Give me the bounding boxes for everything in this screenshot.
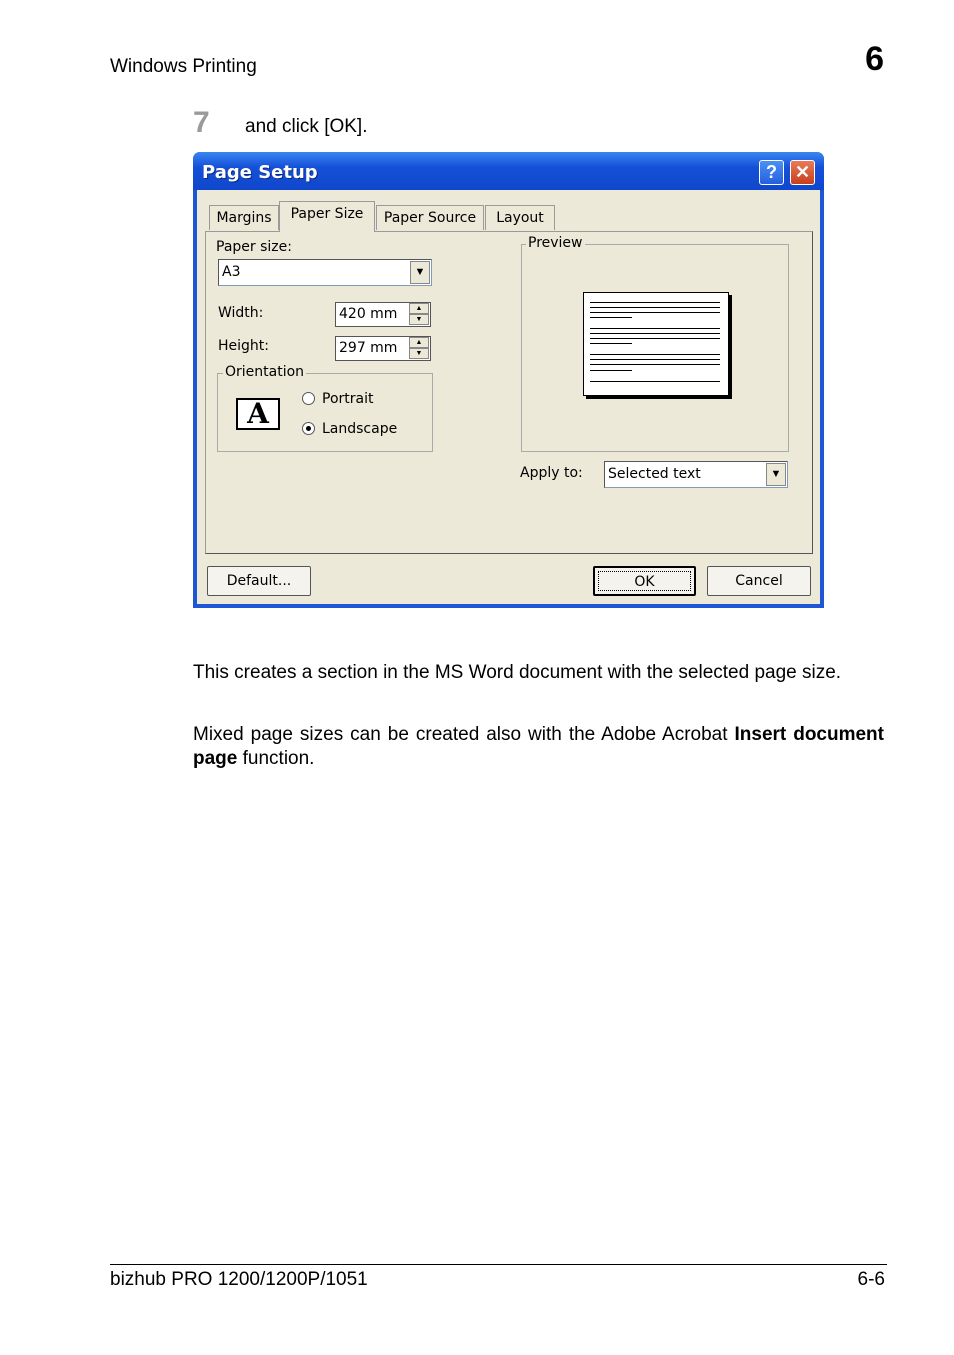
preview-page [583,292,729,396]
apply-to-label: Apply to: [520,465,583,481]
cancel-button[interactable]: Cancel [707,566,811,596]
dialog-title: Page Setup [202,162,318,183]
preview-text-line [590,364,720,365]
width-spinner[interactable] [335,302,431,327]
chevron-down-icon[interactable]: ▼ [410,261,430,284]
para2-prefix: Mixed page sizes can be created also with the Adobe Acrobat [193,724,735,745]
portrait-radio[interactable] [302,392,315,405]
step-text: and click [OK]. [245,116,368,137]
help-button[interactable]: ? [759,160,784,185]
preview-text-line [590,354,720,355]
preview-text-line [590,317,632,318]
preview-text-line [590,333,720,334]
dialog-titlebar[interactable] [193,152,824,190]
orientation-icon: A [236,398,280,430]
default-button[interactable]: Default... [207,566,311,596]
para2-suffix: function. [237,748,315,769]
footer-product: bizhub PRO 1200/1200P/1051 [110,1269,368,1290]
footer-rule [110,1264,887,1265]
height-value: 297 mm [339,340,398,356]
page-setup-dialog [193,152,824,608]
apply-to-value: Selected text [608,466,701,482]
paper-size-value: A3 [222,264,241,280]
height-label: Height: [218,338,269,354]
spin-down-icon[interactable]: ▼ [409,314,429,325]
height-spinner[interactable] [335,336,431,361]
landscape-label[interactable]: Landscape [322,421,398,437]
preview-text-line [590,312,720,313]
tab-paper-size[interactable]: Paper Size [279,201,375,232]
paper-size-dropdown[interactable] [218,259,432,286]
tab-layout[interactable]: Layout [485,205,555,230]
chevron-down-icon[interactable]: ▼ [766,463,786,486]
apply-to-dropdown[interactable] [604,461,788,488]
preview-label: Preview [528,235,583,251]
spin-up-icon[interactable]: ▲ [409,337,429,348]
spin-up-icon[interactable]: ▲ [409,303,429,314]
width-value: 420 mm [339,306,398,322]
landscape-radio[interactable] [302,422,315,435]
close-button[interactable]: ✕ [790,160,815,185]
portrait-label[interactable]: Portrait [322,391,374,407]
ok-button[interactable]: OK [593,566,696,596]
preview-text-line [590,343,632,344]
preview-text-line [590,359,720,360]
footer-page-number: 6-6 [857,1269,885,1290]
tab-panel [205,231,813,554]
preview-text-line [590,302,720,303]
width-label: Width: [218,305,264,321]
orientation-label: Orientation [225,364,305,380]
spin-down-icon[interactable]: ▼ [409,348,429,359]
preview-text-line [590,328,720,329]
tab-margins[interactable]: Margins [209,205,279,230]
chapter-number: 6 [865,40,884,78]
tab-paper-source[interactable]: Paper Source [376,205,484,230]
step-number: 7 [193,106,210,139]
preview-text-line [590,381,720,382]
body-paragraph-1: This creates a section in the MS Word document with the selected page size. [193,662,842,683]
paper-size-label: Paper size: [216,239,292,255]
section-title: Windows Printing [110,56,257,77]
para2-bold: Insert document page [193,724,884,769]
dialog-client [197,190,820,604]
preview-text-line [590,370,632,371]
preview-text-line [590,307,720,308]
body-paragraph-2 [193,723,884,771]
preview-text-line [590,338,720,339]
